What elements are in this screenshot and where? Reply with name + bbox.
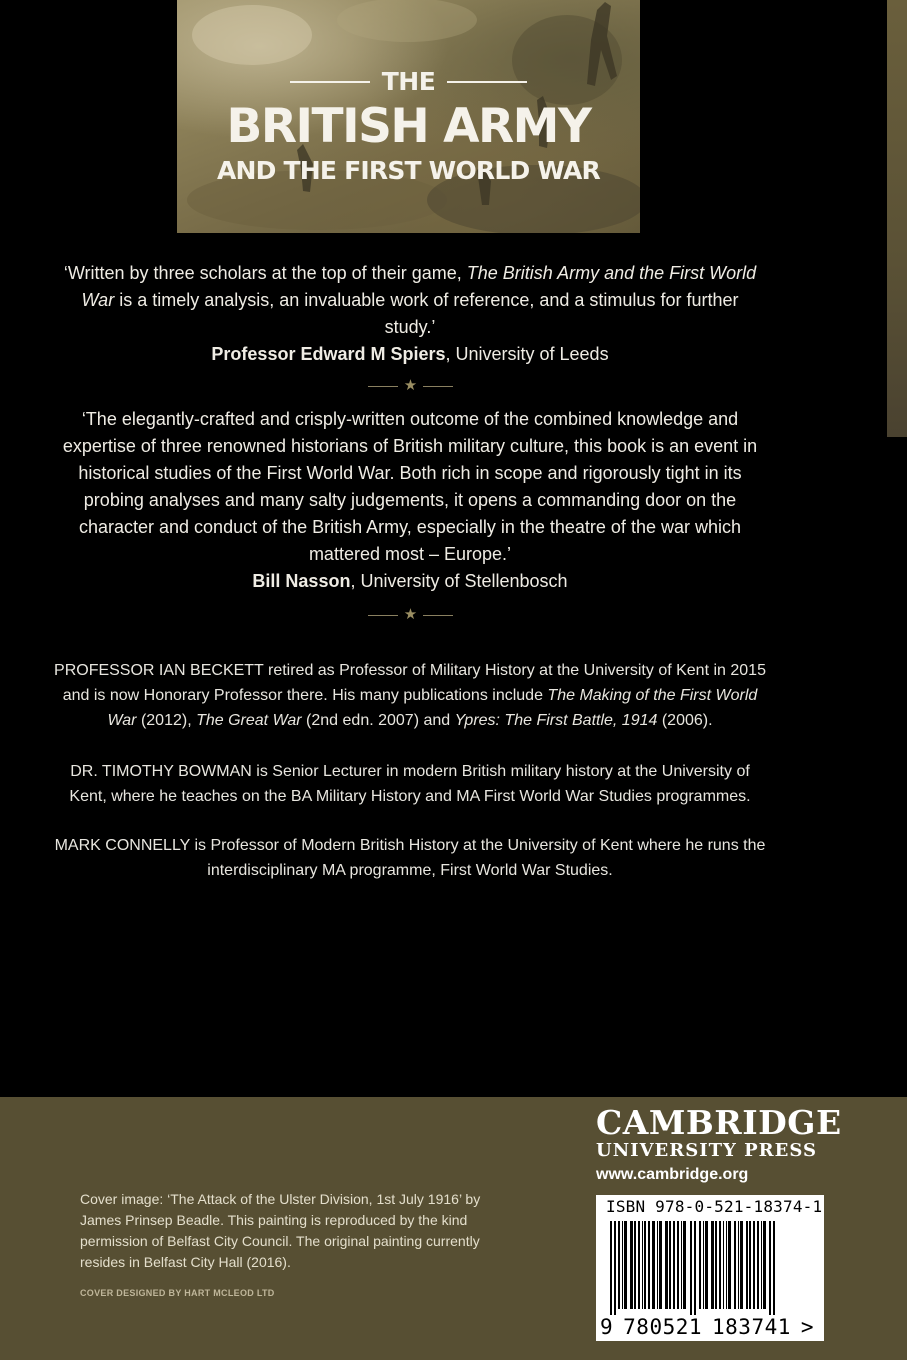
star-icon: ★ [403,377,418,394]
barcode-bars [606,1221,814,1315]
quote-text: ‘The elegantly-crafted and crisply-written outcome of the combined knowledge and expertise of three renowned historians of British military culture, this book is an event in historical studies of the First World War. Both rich in scope and rigorously tight in its probing analyses and many salty judgements, it opens a commanding door on the character and conduct of the British Army, especially in the theatre of the war which mattered most – Europe.’ [62,409,758,564]
designer-credit: COVER DESIGNED BY HART MCLEOD LTD [80,1288,275,1298]
barcode-bar [769,1221,771,1315]
barcode-bar [681,1221,682,1309]
barcode-bar [711,1221,714,1309]
barcode-bar [705,1221,708,1309]
reviewer-name: Professor Edward M Spiers [211,344,446,364]
author-bio-beckett: PROFESSOR IAN BECKETT retired as Professor of Military History at the University of Kent in 2015 and is now Honorary Professor there. His many publications include The Making of the First World War (2012), The Great War (2nd edn. 2007) and Ypres: The First Battle, 1914 (2006). [54,662,766,729]
barcode-bar [657,1221,658,1309]
barcode-bar [715,1221,717,1309]
publisher-name: CAMBRIDGE [596,1103,842,1142]
title-line-sub: AND THE FIRST WORLD WAR [217,156,600,185]
star-divider [368,607,453,623]
barcode-bar [723,1221,724,1309]
spine-strip [887,0,907,437]
barcode-bar [622,1221,623,1309]
star-icon: ★ [403,606,418,623]
barcode-bar [659,1221,662,1309]
barcode-bar [761,1221,762,1309]
title-rule-right [447,81,527,83]
barcode-bar [673,1221,675,1309]
barcode-bar [652,1221,655,1309]
barcode-bar [728,1221,731,1309]
barcode-bar [642,1221,643,1309]
barcode-bar [677,1221,679,1309]
review-quote-2 [60,406,760,595]
reviewer-affiliation: , University of Stellenbosch [350,571,568,591]
title-line-the [177,66,640,98]
star-divider [368,378,453,394]
barcode-bar [773,1221,775,1315]
barcode-bar [669,1221,671,1309]
cover-image-credit: Cover image: ‘The Attack of the Ulster Division, 1st July 1916’ by James Prinsep Beadle. This painting is reproduced by the kind permission of Belfast City Council. The original painting currently resides in Belfast City Hall (2016). [80,1191,481,1270]
barcode-digit-group-1: 780521 [623,1315,703,1339]
quote-attribution [60,568,760,595]
reviewer-affiliation: , University of Leeds [445,344,609,364]
barcode-digit-tail: > [800,1315,815,1339]
reviewer-name: Bill Nasson [252,571,351,591]
barcode-bar [694,1221,696,1315]
barcode-digit-lead: 9 [600,1315,614,1339]
publisher-url: www.cambridge.org [596,1166,749,1183]
barcode-bar [734,1221,736,1309]
barcode-bar [726,1221,727,1309]
review-quote-1 [60,260,760,368]
quote-text: ‘Written by three scholars at the top of their game, The British Army and the First World War is a timely analysis, an invaluable work of reference, and a stimulus for further study.’ [63,263,757,337]
barcode-bar [738,1221,739,1309]
isbn-label: ISBN 978-0-521-18374-1 [606,1197,823,1216]
author-bio-bowman: DR. TIMOTHY BOWMAN is Senior Lecturer in modern British military history at the University of Kent, where he teaches on the BA Military History and MA First World War Studies programmes. [69,763,751,805]
barcode-bar [630,1221,633,1309]
barcode-bar [614,1221,616,1315]
publisher-logo [596,1103,842,1187]
barcode-bar [665,1221,668,1309]
barcode-bar [763,1221,766,1309]
barcode-bar [699,1221,701,1309]
barcode-digits [600,1315,822,1339]
publisher-subname: UNIVERSITY PRESS [596,1140,817,1161]
barcode-bar [753,1221,755,1309]
barcode-bar [683,1221,686,1309]
barcode-bar [749,1221,751,1309]
barcode-bar [757,1221,759,1309]
barcode-bar [740,1221,743,1309]
barcode-bar [644,1221,646,1309]
cover-title [177,66,640,186]
barcode-bar [719,1221,721,1309]
title-line-main: BRITISH ARMY [226,99,591,154]
author-bio-connelly: MARK CONNELLY is Professor of Modern British History at the University of Kent where he runs the interdisciplinary MA programme, First World War Studies. [54,837,766,879]
barcode-bar [703,1221,704,1309]
title-word-the: THE [381,67,436,96]
quote-attribution [60,341,760,368]
barcode-bar [624,1221,627,1309]
title-rule-left [290,81,370,83]
barcode-bar [638,1221,640,1309]
barcode-digit-group-2: 183741 [712,1315,791,1339]
isbn-barcode [596,1195,824,1341]
barcode-bar [648,1221,650,1309]
barcode-bar [634,1221,636,1309]
barcode-bar [618,1221,620,1309]
cover-painting [177,0,640,233]
barcode-bar [746,1221,748,1309]
barcode-bar [690,1221,692,1315]
barcode-bar [610,1221,612,1315]
